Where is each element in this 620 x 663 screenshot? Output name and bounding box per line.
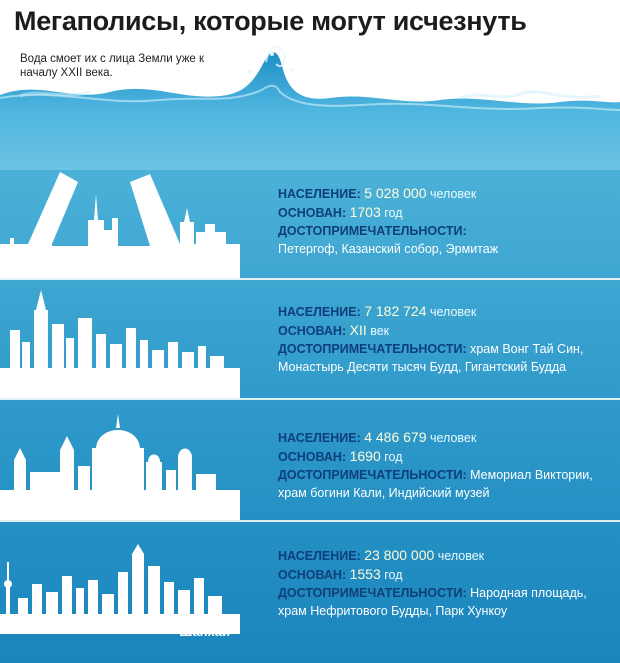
city-name: Шанхай	[179, 624, 230, 639]
landmarks-row	[278, 340, 583, 358]
population-row	[278, 302, 583, 321]
population-row	[278, 546, 587, 565]
population-label: НАСЕЛЕНИЕ:	[278, 431, 361, 445]
city-info	[278, 428, 593, 502]
landmarks-label: ДОСТОПРИМЕЧАТЕЛЬНОСТИ:	[278, 342, 467, 356]
landmarks-line1: Мемориал Виктории,	[470, 468, 593, 482]
population-row	[278, 428, 593, 447]
population-value: 23 800 000	[364, 547, 435, 563]
population-unit: человек	[430, 187, 477, 201]
landmarks-label: ДОСТОПРИМЕЧАТЕЛЬНОСТИ:	[278, 224, 467, 238]
city-info	[278, 302, 583, 376]
founded-value: 1690	[349, 448, 381, 464]
landmarks-line2: Петергоф, Казанский собор, Эрмитаж	[278, 242, 499, 256]
founded-row	[278, 321, 583, 340]
city-name: Калькутта	[164, 500, 230, 515]
founded-label: ОСНОВАН:	[278, 568, 347, 582]
landmarks-line1: Народная площадь,	[470, 586, 587, 600]
city-info	[278, 184, 498, 258]
founded-value: 1703	[349, 204, 381, 220]
founded-row	[278, 447, 593, 466]
landmarks-line2: храм богини Кали, Индийский музей	[278, 486, 490, 500]
city-name: Санкт-Петербург	[121, 256, 230, 271]
city-panel-saint-petersburg	[0, 160, 620, 278]
population-label: НАСЕЛЕНИЕ:	[278, 549, 361, 563]
founded-label: ОСНОВАН:	[278, 206, 347, 220]
landmarks-line2: храм Нефритового Будды, Парк Хункоу	[278, 604, 508, 618]
city-info	[278, 546, 587, 620]
population-label: НАСЕЛЕНИЕ:	[278, 187, 361, 201]
landmarks-label: ДОСТОПРИМЕЧАТЕЛЬНОСТИ:	[278, 586, 467, 600]
landmarks-line1: храм Вонг Тай Син,	[470, 342, 584, 356]
city-panel-shanghai	[0, 522, 620, 663]
population-value: 7 182 724	[364, 303, 427, 319]
founded-label: ОСНОВАН:	[278, 450, 347, 464]
founded-unit: век	[370, 324, 390, 338]
founded-row	[278, 203, 498, 222]
founded-label: ОСНОВАН:	[278, 324, 347, 338]
population-unit: человек	[430, 431, 477, 445]
population-unit: человек	[430, 305, 477, 319]
shanghai-skyline-illustration	[0, 522, 240, 663]
founded-value: 1553	[349, 566, 381, 582]
landmarks-line2: Монастырь Десяти тысяч Будд, Гигантский Будда	[278, 360, 567, 374]
landmarks-row	[278, 222, 498, 240]
population-label: НАСЕЛЕНИЕ:	[278, 305, 361, 319]
founded-unit: год	[384, 206, 403, 220]
population-value: 5 028 000	[364, 185, 427, 201]
city-name: Гонконг	[179, 376, 230, 391]
population-row	[278, 184, 498, 203]
landmarks-row	[278, 584, 587, 602]
population-value: 4 486 679	[364, 429, 427, 445]
founded-unit: год	[384, 568, 403, 582]
page-title: Мегаполисы, которые могут исчезнуть	[14, 6, 527, 36]
city-panel-hong-kong	[0, 280, 620, 398]
founded-unit: год	[384, 450, 403, 464]
landmarks-label: ДОСТОПРИМЕЧАТЕЛЬНОСТИ:	[278, 468, 467, 482]
city-panel-kolkata	[0, 400, 620, 520]
landmarks-row	[278, 466, 593, 484]
founded-value: XII	[349, 322, 367, 338]
population-unit: человек	[437, 549, 485, 563]
page-subtitle: Вода смоет их с лица Земли уже к началу XXII века.	[20, 53, 205, 79]
founded-row	[278, 565, 587, 584]
